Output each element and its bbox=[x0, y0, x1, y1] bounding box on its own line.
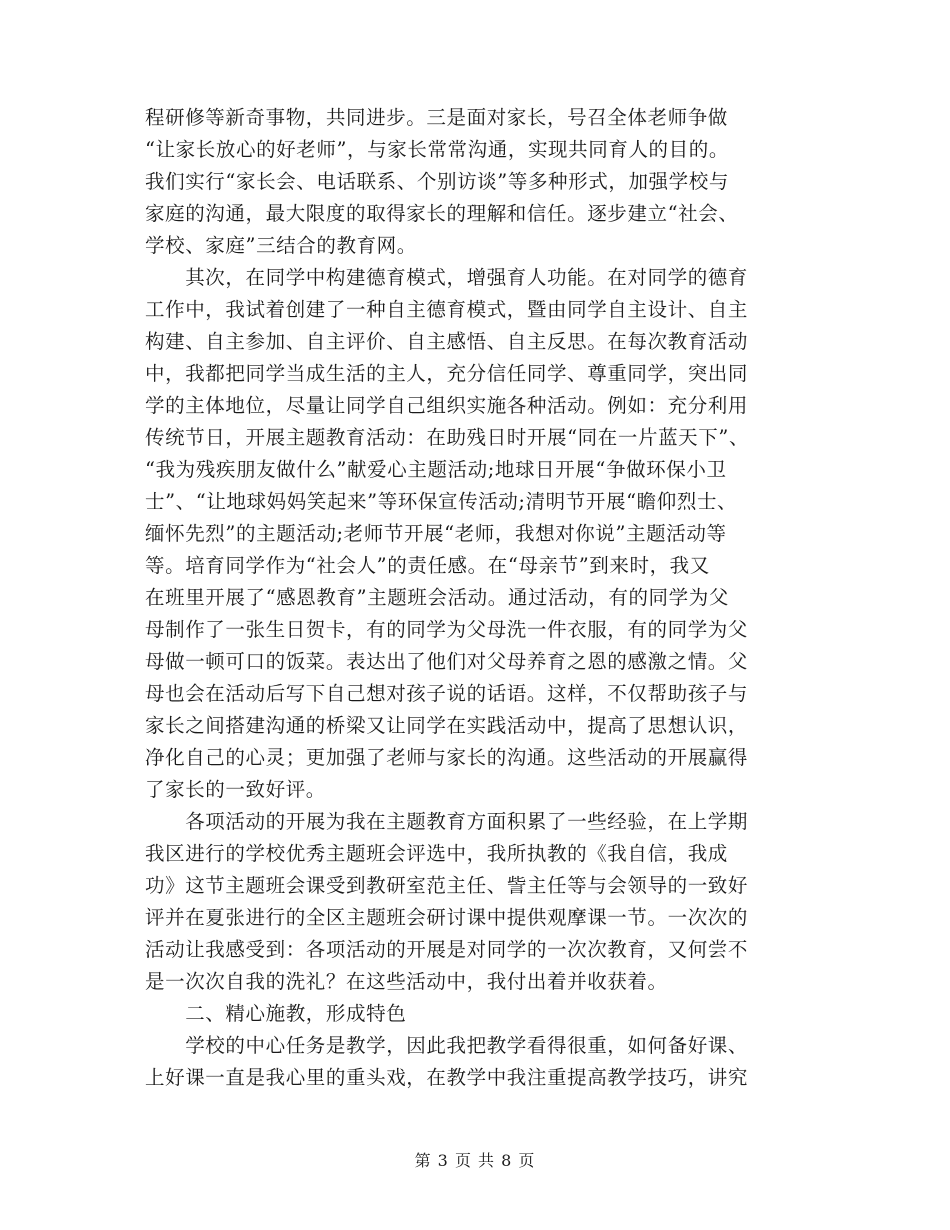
text-line: 其次，在同学中构建德育模式，增强育人功能。在对同学的德育 bbox=[145, 266, 749, 289]
text-line: 学校、家庭”三结合的教育网。 bbox=[145, 234, 417, 257]
text-line: 学的主体地位，尽量让同学自己组织实施各种活动。例如：充分利用 bbox=[145, 394, 749, 417]
text-line: 士”、“让地球妈妈笑起来”等环保宣传活动;清明节开展“瞻仰烈士、 bbox=[145, 490, 738, 513]
text-line: 净化自己的心灵；更加强了老师与家长的沟通。这些活动的开展赢得 bbox=[145, 746, 749, 769]
text-line: 工作中，我试着创建了一种自主德育模式，暨由同学自主设计、自主 bbox=[145, 298, 749, 321]
text-line: 中，我都把同学当成生活的主人，充分信任同学、尊重同学，突出同 bbox=[145, 362, 749, 385]
text-line: 了家长的一致好评。 bbox=[145, 778, 326, 801]
text-line: 等。培育同学作为“社会人”的责任感。在“母亲节”到来时，我又 bbox=[145, 554, 710, 577]
body-text bbox=[145, 102, 825, 1094]
text-line: 母也会在活动后写下自己想对孩子说的话语。这样，不仅帮助孩子与 bbox=[145, 682, 749, 705]
text-line: 母制作了一张生日贺卡，有的同学为父母洗一件衣服，有的同学为父 bbox=[145, 618, 749, 641]
section-heading: 二、精心施教，形成特色 bbox=[145, 1002, 407, 1025]
text-line: 我区进行的学校优秀主题班会评选中，我所执教的《我自信，我成 bbox=[145, 842, 728, 865]
text-line: 上好课一直是我心里的重头戏，在教学中我注重提高教学技巧，讲究 bbox=[145, 1066, 749, 1089]
text-line: 缅怀先烈”的主题活动;老师节开展“老师，我想对你说”主题活动等 bbox=[145, 522, 727, 545]
text-line: 母做一顿可口的饭菜。表达出了他们对父母养育之恩的感激之情。父 bbox=[145, 650, 749, 673]
text-line: 功》这节主题班会课受到教研室范主任、訾主任等与会领导的一致好 bbox=[145, 874, 749, 897]
text-line: 学校的中心任务是教学，因此我把教学看得很重，如何备好课、 bbox=[145, 1034, 749, 1057]
text-line: 家庭的沟通，最大限度的取得家长的理解和信任。逐步建立“社会、 bbox=[145, 202, 739, 225]
text-line: 评并在夏张进行的全区主题班会研讨课中提供观摩课一节。一次次的 bbox=[145, 906, 749, 929]
text-line: 我们实行“家长会、电话联系、个别访谈”等多种形式，加强学校与 bbox=[145, 170, 729, 193]
text-line: 各项活动的开展为我在主题教育方面积累了一些经验，在上学期 bbox=[145, 810, 749, 833]
text-line: 传统节日，开展主题教育活动：在助残日时开展“同在一片蓝天下”、 bbox=[145, 426, 750, 449]
page-number-footer: 第 3 页 共 8 页 bbox=[414, 1151, 536, 1170]
text-line: “让家长放心的好老师”，与家长常常沟通，实现共同育人的目的。 bbox=[145, 138, 729, 161]
text-line: 家长之间搭建沟通的桥梁又让同学在实践活动中，提高了思想认识， bbox=[145, 714, 749, 737]
text-line: “我为残疾朋友做什么”献爱心主题活动;地球日开展“争做环保小卫 bbox=[145, 458, 727, 481]
text-line: 是一次次自我的洗礼？在这些活动中，我付出着并收获着。 bbox=[145, 970, 668, 993]
text-line: 在班里开展了“感恩教育”主题班会活动。通过活动，有的同学为父 bbox=[145, 586, 729, 609]
text-line: 活动让我感受到：各项活动的开展是对同学的一次次教育，又何尝不 bbox=[145, 938, 749, 961]
text-line: 程研修等新奇事物，共同进步。三是面对家长，号召全体老师争做 bbox=[145, 106, 728, 129]
text-line: 构建、自主参加、自主评价、自主感悟、自主反思。在每次教育活动 bbox=[145, 330, 749, 353]
